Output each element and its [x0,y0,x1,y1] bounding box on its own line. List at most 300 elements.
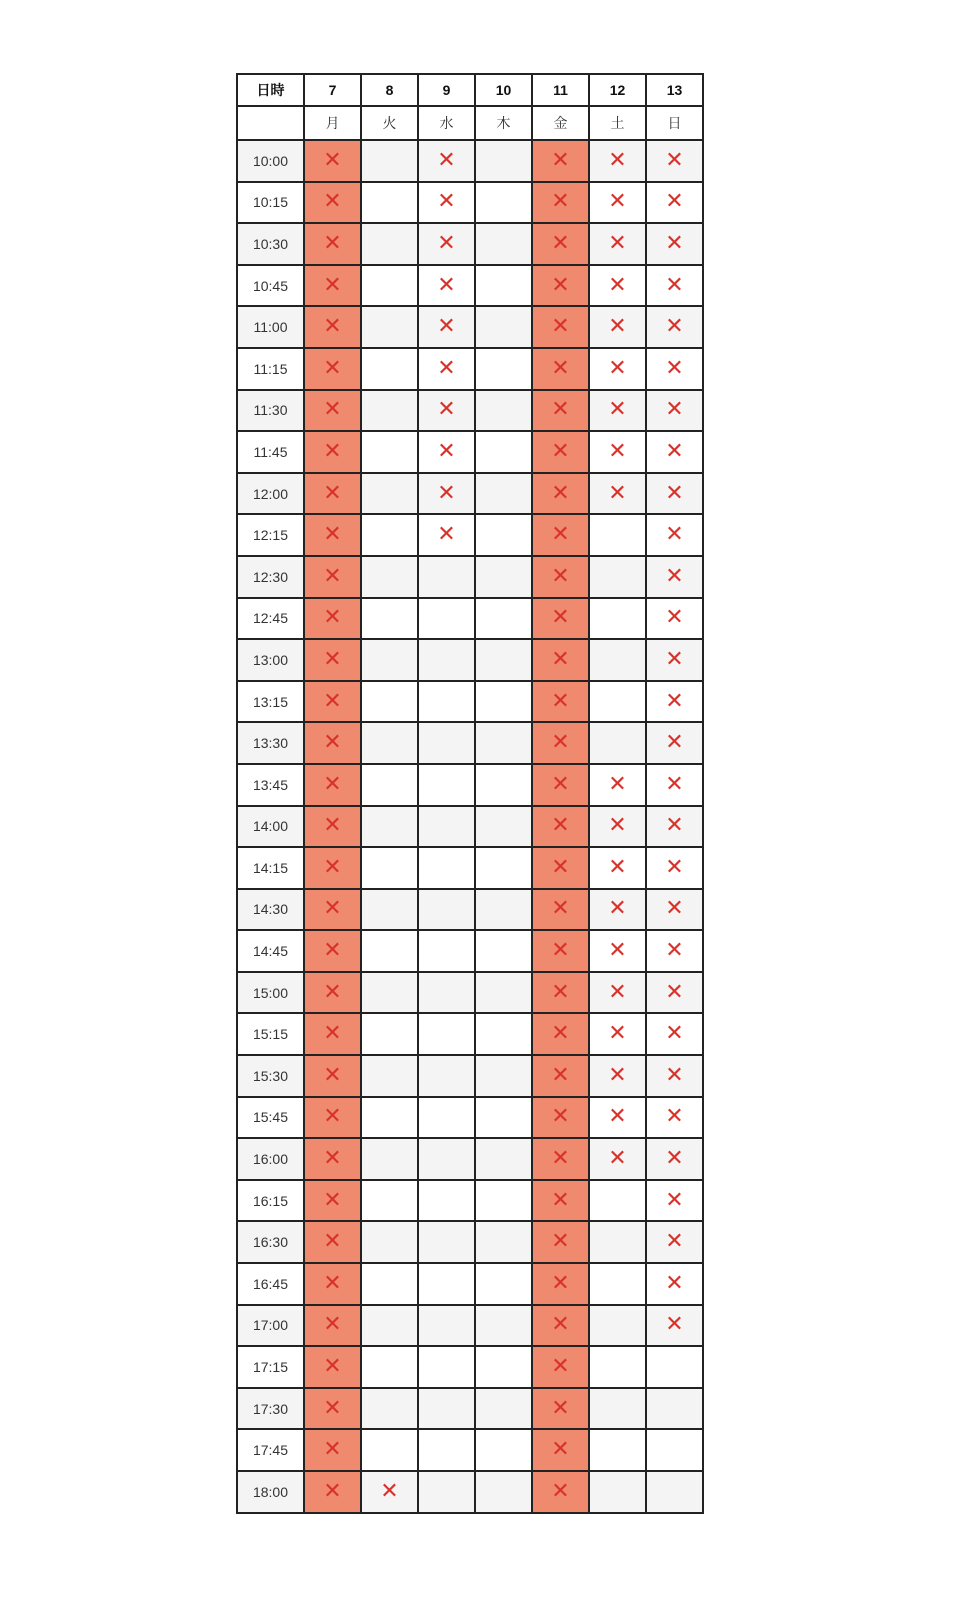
slot-cell-available[interactable] [475,556,532,598]
slot-cell-unavailable [532,1180,589,1222]
time-label: 17:30 [237,1388,304,1430]
slot-cell-available[interactable] [361,348,418,390]
unavailable-x-icon: ✕ [551,771,570,797]
slot-cell-available[interactable] [475,889,532,931]
slot-cell-unavailable [532,431,589,473]
slot-cell-available[interactable] [589,639,646,681]
time-label: 12:00 [237,473,304,515]
unavailable-x-icon: ✕ [323,771,342,797]
unavailable-x-icon: ✕ [551,730,570,756]
slot-cell-available[interactable] [589,1471,646,1513]
slot-cell-unavailable [532,473,589,515]
slot-cell-unavailable [532,598,589,640]
time-slot-row [237,556,703,598]
time-slot-row [237,1346,703,1388]
slot-cell-unavailable [646,1180,703,1222]
slot-cell-available[interactable] [361,140,418,182]
slot-cell-available[interactable] [361,431,418,473]
slot-cell-unavailable [589,847,646,889]
date-header-row [237,74,703,106]
unavailable-x-icon: ✕ [608,896,627,922]
slot-cell-available[interactable] [361,806,418,848]
time-slot-row [237,390,703,432]
slot-cell-unavailable [646,1013,703,1055]
weekday-header-10: 木 [475,106,532,140]
slot-cell-available[interactable] [418,972,475,1014]
slot-cell-unavailable [532,1305,589,1347]
slot-cell-available[interactable] [589,681,646,723]
unavailable-x-icon: ✕ [551,605,570,631]
unavailable-x-icon: ✕ [665,1021,684,1047]
time-label: 12:30 [237,556,304,598]
unavailable-x-icon: ✕ [665,1312,684,1338]
time-slot-row [237,140,703,182]
slot-cell-available[interactable] [361,930,418,972]
unavailable-x-icon: ✕ [665,397,684,423]
slot-cell-available[interactable] [475,514,532,556]
date-header-13: 13 [646,74,703,106]
slot-cell-available[interactable] [361,1429,418,1471]
unavailable-x-icon: ✕ [323,730,342,756]
unavailable-x-icon: ✕ [323,688,342,714]
time-label: 10:15 [237,182,304,224]
slot-cell-unavailable [532,514,589,556]
time-slot-row [237,806,703,848]
time-label: 16:45 [237,1263,304,1305]
slot-cell-available[interactable] [589,598,646,640]
slot-cell-available[interactable] [475,473,532,515]
slot-cell-available[interactable] [475,182,532,224]
unavailable-x-icon: ✕ [551,1312,570,1338]
unavailable-x-icon: ✕ [323,1021,342,1047]
slot-cell-unavailable [304,1346,361,1388]
slot-cell-available[interactable] [361,1388,418,1430]
slot-cell-available[interactable] [418,1055,475,1097]
slot-cell-available[interactable] [418,681,475,723]
slot-cell-available[interactable] [418,1097,475,1139]
unavailable-x-icon: ✕ [608,938,627,964]
slot-cell-available[interactable] [475,806,532,848]
unavailable-x-icon: ✕ [323,438,342,464]
slot-cell-unavailable [304,514,361,556]
unavailable-x-icon: ✕ [665,147,684,173]
slot-cell-available[interactable] [418,1263,475,1305]
slot-cell-available[interactable] [361,764,418,806]
slot-cell-available[interactable] [475,1263,532,1305]
slot-cell-available[interactable] [475,681,532,723]
unavailable-x-icon: ✕ [323,854,342,880]
weekday-header-row [237,106,703,140]
slot-cell-unavailable [646,598,703,640]
slot-cell-available[interactable] [361,306,418,348]
slot-cell-available[interactable] [418,722,475,764]
slot-cell-unavailable [304,764,361,806]
time-label: 14:45 [237,930,304,972]
unavailable-x-icon: ✕ [608,1104,627,1130]
slot-cell-available[interactable] [589,1180,646,1222]
slot-cell-unavailable [646,847,703,889]
time-slot-row [237,1013,703,1055]
slot-cell-available[interactable] [475,348,532,390]
slot-cell-unavailable [646,1097,703,1139]
slot-cell-available[interactable] [475,1305,532,1347]
unavailable-x-icon: ✕ [323,1354,342,1380]
slot-cell-available[interactable] [418,847,475,889]
slot-cell-unavailable [418,431,475,473]
slot-cell-available[interactable] [361,681,418,723]
unavailable-x-icon: ✕ [551,1062,570,1088]
slot-cell-available[interactable] [589,1263,646,1305]
slot-cell-available[interactable] [418,930,475,972]
slot-cell-unavailable [589,972,646,1014]
slot-cell-unavailable [532,182,589,224]
unavailable-x-icon: ✕ [665,1104,684,1130]
slot-cell-unavailable [646,1055,703,1097]
slot-cell-available[interactable] [475,764,532,806]
time-label: 14:15 [237,847,304,889]
slot-cell-unavailable [532,1097,589,1139]
slot-cell-available[interactable] [646,1346,703,1388]
slot-cell-available[interactable] [361,1055,418,1097]
slot-cell-available[interactable] [589,722,646,764]
slot-cell-available[interactable] [418,1180,475,1222]
unavailable-x-icon: ✕ [608,438,627,464]
unavailable-x-icon: ✕ [665,688,684,714]
unavailable-x-icon: ✕ [323,1146,342,1172]
unavailable-x-icon: ✕ [551,1229,570,1255]
slot-cell-available[interactable] [361,1180,418,1222]
slot-cell-available[interactable] [475,930,532,972]
unavailable-x-icon: ✕ [323,605,342,631]
unavailable-x-icon: ✕ [551,1437,570,1463]
slot-cell-available[interactable] [361,473,418,515]
slot-cell-available[interactable] [475,1013,532,1055]
unavailable-x-icon: ✕ [551,230,570,256]
unavailable-x-icon: ✕ [323,1229,342,1255]
slot-cell-unavailable [589,930,646,972]
unavailable-x-icon: ✕ [323,522,342,548]
slot-cell-available[interactable] [418,1346,475,1388]
slot-cell-unavailable [646,348,703,390]
slot-cell-available[interactable] [418,1221,475,1263]
slot-cell-available[interactable] [361,1346,418,1388]
date-header-7: 7 [304,74,361,106]
slot-cell-available[interactable] [361,514,418,556]
slot-cell-unavailable [589,1055,646,1097]
unavailable-x-icon: ✕ [323,979,342,1005]
slot-cell-available[interactable] [475,722,532,764]
time-label: 16:00 [237,1138,304,1180]
slot-cell-unavailable [646,431,703,473]
unavailable-x-icon: ✕ [665,1062,684,1088]
slot-cell-unavailable [646,930,703,972]
time-slot-row [237,473,703,515]
slot-cell-available[interactable] [361,1305,418,1347]
unavailable-x-icon: ✕ [551,896,570,922]
slot-cell-available[interactable] [475,1221,532,1263]
time-slot-row [237,930,703,972]
slot-cell-available[interactable] [475,598,532,640]
unavailable-x-icon: ✕ [437,438,456,464]
unavailable-x-icon: ✕ [551,1395,570,1421]
slot-cell-unavailable [589,431,646,473]
time-slot-row [237,348,703,390]
weekday-header-13: 日 [646,106,703,140]
unavailable-x-icon: ✕ [551,397,570,423]
slot-cell-available[interactable] [361,1013,418,1055]
slot-cell-available[interactable] [361,1263,418,1305]
unavailable-x-icon: ✕ [551,1104,570,1130]
time-slot-row [237,764,703,806]
slot-cell-available[interactable] [475,1097,532,1139]
slot-cell-available[interactable] [418,1305,475,1347]
time-slot-row [237,223,703,265]
time-slot-row [237,681,703,723]
slot-cell-unavailable [304,722,361,764]
slot-cell-available[interactable] [646,1388,703,1430]
slot-cell-unavailable [646,390,703,432]
slot-cell-unavailable [304,348,361,390]
time-label: 16:30 [237,1221,304,1263]
slot-cell-available[interactable] [589,1388,646,1430]
slot-cell-unavailable [532,1263,589,1305]
unavailable-x-icon: ✕ [323,646,342,672]
slot-cell-available[interactable] [589,514,646,556]
slot-cell-available[interactable] [475,972,532,1014]
time-label: 13:00 [237,639,304,681]
unavailable-x-icon: ✕ [437,189,456,215]
slot-cell-unavailable [532,930,589,972]
slot-cell-unavailable [304,1013,361,1055]
slot-cell-available[interactable] [475,265,532,307]
slot-cell-available[interactable] [361,182,418,224]
slot-cell-available[interactable] [361,265,418,307]
slot-cell-unavailable [418,140,475,182]
slot-cell-unavailable [304,847,361,889]
slot-cell-available[interactable] [418,806,475,848]
weekday-header-11: 金 [532,106,589,140]
slot-cell-unavailable [532,1221,589,1263]
unavailable-x-icon: ✕ [665,854,684,880]
unavailable-x-icon: ✕ [323,230,342,256]
slot-cell-available[interactable] [418,1138,475,1180]
corner-label: 日時 [237,74,304,106]
slot-cell-available[interactable] [361,1138,418,1180]
slot-cell-unavailable [304,265,361,307]
unavailable-x-icon: ✕ [608,1146,627,1172]
weekday-header-9: 水 [418,106,475,140]
time-slot-row [237,1429,703,1471]
slot-cell-available[interactable] [475,1429,532,1471]
unavailable-x-icon: ✕ [551,147,570,173]
schedule-body [237,140,703,1513]
slot-cell-available[interactable] [475,1388,532,1430]
slot-cell-unavailable [532,1138,589,1180]
slot-cell-unavailable [532,265,589,307]
slot-cell-available[interactable] [475,1471,532,1513]
slot-cell-available[interactable] [475,1180,532,1222]
slot-cell-unavailable [304,1429,361,1471]
unavailable-x-icon: ✕ [665,272,684,298]
weekday-header-12: 土 [589,106,646,140]
slot-cell-unavailable [304,1180,361,1222]
slot-cell-available[interactable] [361,639,418,681]
time-label: 10:30 [237,223,304,265]
slot-cell-unavailable [304,473,361,515]
slot-cell-available[interactable] [475,390,532,432]
slot-cell-unavailable [304,1138,361,1180]
unavailable-x-icon: ✕ [551,646,570,672]
slot-cell-available[interactable] [646,1471,703,1513]
slot-cell-unavailable [646,473,703,515]
slot-cell-unavailable [304,182,361,224]
slot-cell-unavailable [589,1097,646,1139]
slot-cell-available[interactable] [418,556,475,598]
time-label: 13:15 [237,681,304,723]
slot-cell-unavailable [646,556,703,598]
slot-cell-available[interactable] [361,1221,418,1263]
slot-cell-available[interactable] [418,598,475,640]
slot-cell-unavailable [646,972,703,1014]
slot-cell-available[interactable] [418,639,475,681]
slot-cell-available[interactable] [475,1138,532,1180]
unavailable-x-icon: ✕ [323,896,342,922]
slot-cell-available[interactable] [475,639,532,681]
unavailable-x-icon: ✕ [323,1187,342,1213]
slot-cell-available[interactable] [361,972,418,1014]
slot-cell-unavailable [646,1305,703,1347]
unavailable-x-icon: ✕ [608,854,627,880]
slot-cell-unavailable [418,265,475,307]
time-label: 15:45 [237,1097,304,1139]
slot-cell-available[interactable] [475,140,532,182]
slot-cell-available[interactable] [475,847,532,889]
slot-cell-available[interactable] [475,1055,532,1097]
slot-cell-unavailable [646,639,703,681]
unavailable-x-icon: ✕ [665,1270,684,1296]
corner-blank [237,106,304,140]
unavailable-x-icon: ✕ [323,1478,342,1504]
slot-cell-available[interactable] [418,1429,475,1471]
unavailable-x-icon: ✕ [323,189,342,215]
slot-cell-unavailable [532,1429,589,1471]
unavailable-x-icon: ✕ [323,314,342,340]
slot-cell-available[interactable] [418,889,475,931]
slot-cell-available[interactable] [589,1429,646,1471]
unavailable-x-icon: ✕ [437,355,456,381]
unavailable-x-icon: ✕ [608,314,627,340]
slot-cell-unavailable [304,972,361,1014]
slot-cell-unavailable [589,348,646,390]
unavailable-x-icon: ✕ [551,189,570,215]
slot-cell-unavailable [646,889,703,931]
slot-cell-unavailable [646,306,703,348]
time-label: 10:00 [237,140,304,182]
unavailable-x-icon: ✕ [551,480,570,506]
slot-cell-unavailable [532,1388,589,1430]
slot-cell-unavailable [589,806,646,848]
slot-cell-available[interactable] [589,556,646,598]
time-slot-row [237,306,703,348]
time-label: 15:00 [237,972,304,1014]
slot-cell-unavailable [589,889,646,931]
unavailable-x-icon: ✕ [665,938,684,964]
slot-cell-available[interactable] [418,764,475,806]
unavailable-x-icon: ✕ [323,480,342,506]
slot-cell-unavailable [418,182,475,224]
slot-cell-available[interactable] [646,1429,703,1471]
slot-cell-available[interactable] [361,223,418,265]
slot-cell-unavailable [304,140,361,182]
unavailable-x-icon: ✕ [551,438,570,464]
slot-cell-available[interactable] [589,1221,646,1263]
slot-cell-available[interactable] [475,431,532,473]
slot-cell-unavailable [418,223,475,265]
time-slot-row [237,514,703,556]
time-slot-row [237,598,703,640]
slot-cell-available[interactable] [589,1305,646,1347]
slot-cell-available[interactable] [418,1388,475,1430]
slot-cell-unavailable [418,473,475,515]
unavailable-x-icon: ✕ [665,730,684,756]
unavailable-x-icon: ✕ [323,272,342,298]
slot-cell-unavailable [532,556,589,598]
slot-cell-available[interactable] [361,889,418,931]
slot-cell-available[interactable] [361,1097,418,1139]
slot-cell-unavailable [646,514,703,556]
slot-cell-available[interactable] [361,390,418,432]
unavailable-x-icon: ✕ [323,1270,342,1296]
time-slot-row [237,1138,703,1180]
unavailable-x-icon: ✕ [551,522,570,548]
slot-cell-unavailable [646,1221,703,1263]
unavailable-x-icon: ✕ [665,230,684,256]
time-label: 11:15 [237,348,304,390]
time-label: 10:45 [237,265,304,307]
unavailable-x-icon: ✕ [551,355,570,381]
unavailable-x-icon: ✕ [665,314,684,340]
unavailable-x-icon: ✕ [665,896,684,922]
date-header-10: 10 [475,74,532,106]
slot-cell-unavailable [304,1471,361,1513]
unavailable-x-icon: ✕ [551,938,570,964]
slot-cell-available[interactable] [418,1471,475,1513]
slot-cell-available[interactable] [475,306,532,348]
slot-cell-available[interactable] [475,1346,532,1388]
slot-cell-available[interactable] [361,847,418,889]
unavailable-x-icon: ✕ [608,230,627,256]
slot-cell-available[interactable] [361,598,418,640]
time-slot-row [237,1055,703,1097]
unavailable-x-icon: ✕ [608,355,627,381]
slot-cell-available[interactable] [475,223,532,265]
slot-cell-available[interactable] [418,1013,475,1055]
slot-cell-unavailable [532,722,589,764]
time-slot-row [237,972,703,1014]
unavailable-x-icon: ✕ [551,314,570,340]
date-header-9: 9 [418,74,475,106]
slot-cell-available[interactable] [361,556,418,598]
unavailable-x-icon: ✕ [551,979,570,1005]
slot-cell-unavailable [589,1013,646,1055]
unavailable-x-icon: ✕ [608,480,627,506]
slot-cell-unavailable [532,639,589,681]
slot-cell-available[interactable] [361,722,418,764]
unavailable-x-icon: ✕ [665,189,684,215]
slot-cell-unavailable [532,390,589,432]
slot-cell-unavailable [532,972,589,1014]
slot-cell-available[interactable] [589,1346,646,1388]
